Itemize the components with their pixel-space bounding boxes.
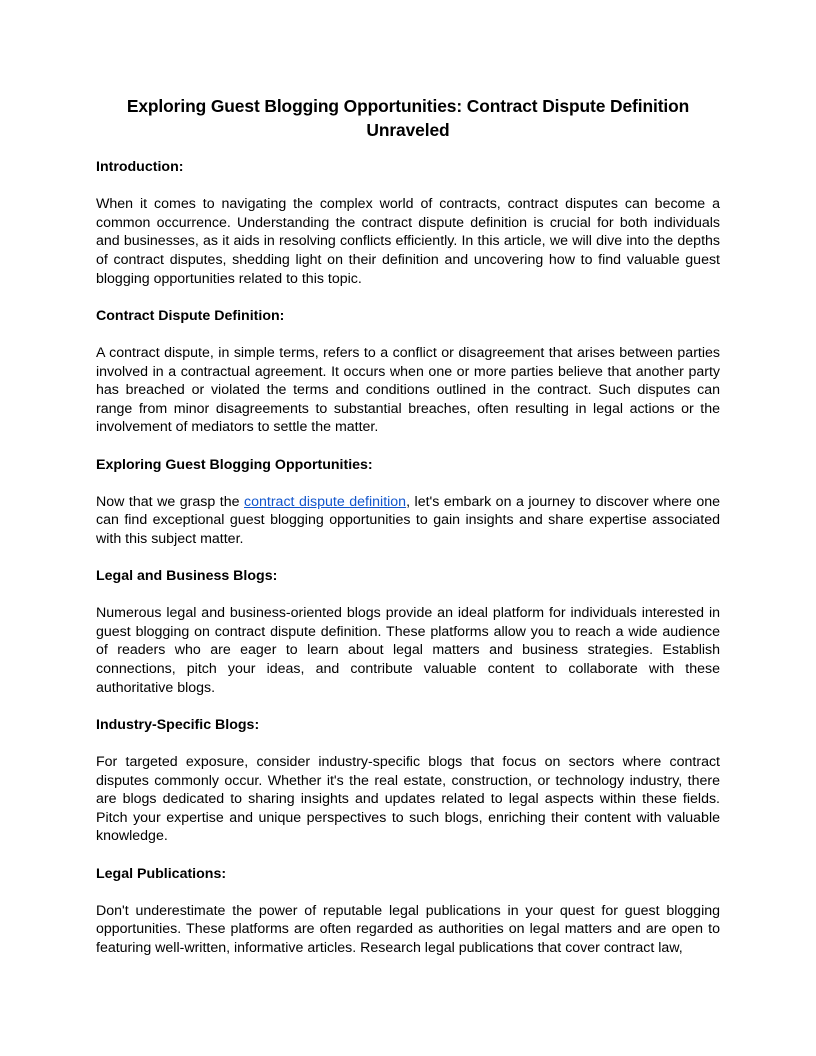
section-heading-legal-business: Legal and Business Blogs: xyxy=(96,568,278,585)
section-body-industry: For targeted exposure, consider industry-specific blogs that focus on sectors where contract disputes commonly occur. Whether it's the real estate, construction, or technology industry, there are blogs dedicated to sharing insights and updates related to legal aspects within these fields. Pitch your expertise and unique perspectives to such blogs, enriching their content with valuable knowledge. xyxy=(96,754,720,845)
section-body-introduction: When it comes to navigating the complex world of contracts, contract disputes can become a common occurrence. Understanding the contract dispute definition is crucial for both individuals and businesses, as it aids in resolving conflicts efficiently. In this article, we will dive into the depths of contract disputes, shedding light on their definition and uncovering how to find valuable guest blogging opportunities related to this topic. xyxy=(96,196,720,287)
section-heading-exploring: Exploring Guest Blogging Opportunities: xyxy=(96,456,373,473)
section-body-legal-business: Numerous legal and business-oriented blogs provide an ideal platform for individuals interested in guest blogging on contract dispute definition. These platforms allow you to reach a wide audience of readers who are eager to learn about legal matters and business strategies. Establish connections, pitch your ideas, and contribute valuable content to collaborate with these authoritative blogs. xyxy=(96,605,720,696)
section-heading-industry: Industry-Specific Blogs: xyxy=(96,716,260,733)
section-body-publications: Don't underestimate the power of reputable legal publications in your quest for guest blogging opportunities. These platforms are often regarded as authorities on legal matters and are open to featuring well-written, informative articles. Research legal publications that cover contract law, xyxy=(96,902,720,956)
contract-dispute-definition-link[interactable]: contract dispute definition xyxy=(244,493,407,510)
exploring-text-before: Now that we grasp the xyxy=(96,493,245,510)
section-heading-introduction: Introduction: xyxy=(96,159,184,175)
section-body-exploring xyxy=(96,493,720,549)
section-body-definition: A contract dispute, in simple terms, refers to a conflict or disagreement that arises between parties involved in a contractual agreement. It occurs when one or more parties believe that another party has breached or violated the terms and conditions outlined in the contract. Such disputes can range from minor disagreements to substantial breaches, often resulting in legal actions or the involvement of mediators to settle the matter. xyxy=(96,344,720,436)
section-heading-definition: Contract Dispute Definition: xyxy=(96,307,285,324)
section-heading-publications: Legal Publications: xyxy=(96,865,227,882)
exploring-text-after: , let's embark on a journey to discover where one can find exceptional guest blogging opportunities to gain insights and share expertise associated with this subject matter. xyxy=(96,493,720,547)
document-title: Exploring Guest Blogging Opportunities: Contract Dispute Definition Unraveled xyxy=(126,96,690,140)
